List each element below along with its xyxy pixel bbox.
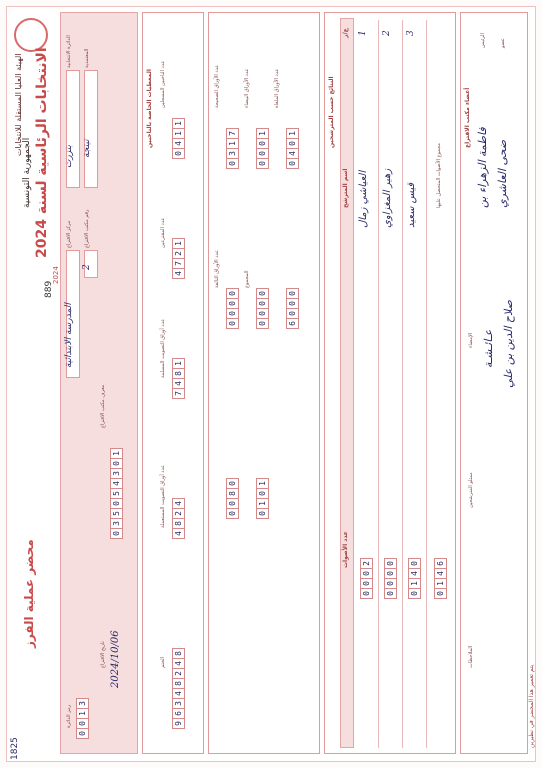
damaged-digits (226, 288, 239, 328)
box-code-digit: 6 (172, 708, 185, 719)
row-code-b-digits (256, 478, 269, 518)
center-code-digit: 0 (110, 458, 123, 469)
role-president: الرئيس (480, 33, 486, 48)
ballots-received-label: عدد أوراق التصويت المسلمة (160, 318, 166, 378)
table-code-digit: 3 (76, 698, 89, 709)
cancelled-digit: 0 (286, 138, 299, 149)
delegation-label: المعتمدية (84, 48, 90, 68)
ballots-received-digit: 4 (172, 378, 185, 389)
ballots-used-digits (172, 498, 185, 538)
registered-digits (172, 118, 185, 158)
date-caption: تاريخ الاقتراع (100, 641, 106, 668)
center-code-digit: 4 (110, 478, 123, 489)
registered-digit: 1 (172, 128, 185, 139)
box-code-digit: 4 (172, 688, 185, 699)
candidate-vote-digit: 0 (360, 588, 373, 599)
extra-digits (286, 288, 299, 328)
damaged-digit: 0 (226, 308, 239, 319)
box-code-digit: 2 (172, 668, 185, 679)
box-code-digit: 9 (172, 718, 185, 729)
table-code-digits (76, 698, 89, 738)
ballots-received-digit: 8 (172, 368, 185, 379)
date-value: 2024/10/06 (110, 630, 121, 688)
member-name-2: ضحى العاشري (496, 139, 509, 208)
blank-label: عدد الأوراق البيضاء (244, 68, 250, 108)
row-code-a-digit: 8 (226, 488, 239, 499)
candidate-vote-digit: 1 (408, 578, 421, 589)
table-code-digit: 0 (76, 718, 89, 729)
row-code-b-digit: 1 (256, 498, 269, 509)
voted-digits (172, 238, 185, 278)
box-code-digit: 8 (172, 648, 185, 659)
center-code-digit: 0 (110, 528, 123, 539)
total-digit: 0 (256, 308, 269, 319)
total-digit: 0 (256, 288, 269, 299)
extra-digit: 0 (286, 288, 299, 299)
cancelled-digits (286, 128, 299, 168)
year-badge: 2024 (52, 266, 60, 284)
valid-digit: 1 (226, 138, 239, 149)
candidate-vote-digit: 0 (360, 568, 373, 579)
office-value: 2 (82, 264, 92, 270)
ballots-used-label: عدد أوراق التصويت المستعملة (160, 464, 166, 528)
row-code-a-digit: 0 (226, 508, 239, 519)
center-label: مركز الاقتراع (66, 220, 72, 248)
valid-digit: 7 (226, 128, 239, 139)
damaged-label: عدد الأوراق التالفة (214, 249, 220, 288)
center-code-digit: 0 (110, 498, 123, 509)
signature-label: الإمضاء (468, 332, 474, 348)
cancelled-digit: 1 (286, 128, 299, 139)
totals-digit: 0 (434, 588, 447, 599)
voted-digit: 2 (172, 248, 185, 259)
cancelled-digit: 4 (286, 148, 299, 159)
member-name-1: فاطمة الزهراء بن (476, 127, 489, 208)
blank-digit: 0 (256, 158, 269, 169)
handwritten-signature-2: صلاح الدين بن علي (502, 300, 515, 388)
page-reference: 1825 (10, 737, 20, 760)
box-code-digit: 4 (172, 658, 185, 669)
total-digit: 0 (256, 298, 269, 309)
damaged-digit: 0 (226, 288, 239, 299)
total-label: المجموع (244, 270, 250, 288)
candidate-name: قيس سعيد (406, 182, 417, 228)
voted-digit: 4 (172, 268, 185, 279)
candidate-number: 2 (382, 30, 392, 36)
center-code-caption: معرف مكتب الاقتراع (100, 384, 106, 428)
row-code-b-digit: 1 (256, 478, 269, 489)
registered-digit: 1 (172, 118, 185, 129)
candidate-vote-digit: 0 (408, 558, 421, 569)
extra-digit: 0 (286, 308, 299, 319)
candidate-row-divider (402, 20, 403, 748)
form-title: محضر عملية الفرز (22, 539, 36, 648)
box-code-digit: 8 (172, 678, 185, 689)
candidate-name: زهير المغزاوي (382, 168, 393, 228)
voted-label: عدد المقترعين (160, 217, 166, 248)
center-code-digits (110, 448, 123, 538)
candidate-votes-digits (384, 558, 397, 598)
center-code-digit: 5 (110, 488, 123, 499)
center-code-digit: 3 (110, 468, 123, 479)
valid-digits (226, 128, 239, 168)
row-code-b-digit: 0 (256, 488, 269, 499)
totals-digit: 1 (434, 578, 447, 589)
row-code-a-digit: 0 (226, 478, 239, 489)
footer-note: يتم تعمير هذا المحضر في نظيرين (528, 664, 535, 748)
handwritten-signature-1: عـائـشـة (482, 329, 495, 368)
center-code-digit: 5 (110, 508, 123, 519)
ballots-received-digits (172, 358, 185, 398)
republic-heading: الجمهورية التونسية (22, 137, 32, 208)
registered-digit: 0 (172, 148, 185, 159)
blank-digit: 0 (256, 138, 269, 149)
candidate-votes-digits (360, 558, 373, 598)
damaged-digit: 0 (226, 298, 239, 309)
extra-digit: 6 (286, 318, 299, 329)
col-votes: عدد الأصوات (342, 531, 349, 568)
results-section (208, 12, 320, 754)
box-code-digit: 3 (172, 698, 185, 709)
col-name: اسم المترشح (342, 168, 349, 208)
voted-digit: 1 (172, 238, 185, 249)
governorate-field (66, 70, 80, 188)
members-section-label: أعضاء مكتب الاقتراع (464, 87, 471, 148)
candidate-name: العياشي زمال (358, 170, 369, 228)
blank-digits (256, 128, 269, 168)
blank-digit: 1 (256, 128, 269, 139)
candidate-vote-digit: 0 (384, 558, 397, 569)
voted-digit: 7 (172, 258, 185, 269)
candidate-vote-digit: 0 (360, 578, 373, 589)
remarks-label: الملاحظات (468, 645, 474, 668)
role-member: عضو (500, 38, 506, 48)
form-number: 889 (44, 280, 54, 298)
totals-digit: 6 (434, 558, 447, 569)
ballots-received-digit: 1 (172, 358, 185, 369)
col-number: ع/ر (342, 28, 349, 38)
row-code-a-digits (226, 478, 239, 518)
candidate-votes-digits (408, 558, 421, 598)
extra-digit: 0 (286, 298, 299, 309)
candidate-vote-digit: 0 (384, 588, 397, 599)
candidate-vote-digit: 0 (384, 568, 397, 579)
total-digits (256, 288, 269, 328)
damaged-digit: 0 (226, 318, 239, 329)
table-code-digit: 0 (76, 728, 89, 739)
registered-label: عدد الناخبين المسجلين (160, 60, 166, 108)
row-code-b-digit: 0 (256, 508, 269, 519)
table-code-digit: 1 (76, 708, 89, 719)
blank-digit: 0 (256, 148, 269, 159)
office-label: رقم مكتب الاقتراع (84, 209, 90, 248)
delegation-field (84, 70, 98, 188)
registered-digit: 4 (172, 138, 185, 149)
center-code-digit: 1 (110, 448, 123, 459)
row-code-a-digit: 0 (226, 498, 239, 509)
candidates-section-label: النتائج حسب المترشحين (328, 76, 335, 148)
ballots-used-digit: 4 (172, 498, 185, 509)
ballots-used-digit: 2 (172, 508, 185, 519)
election-title: الانتخابات الرئاسية لسنة 2024 (34, 47, 50, 258)
ballots-used-digit: 4 (172, 528, 185, 539)
candidate-row-divider (378, 20, 379, 748)
governorate-value: بنزرت (64, 144, 74, 168)
candidate-number: 3 (406, 30, 416, 36)
totals-digits (434, 558, 447, 598)
total-digit: 0 (256, 318, 269, 329)
governorate-label: الدائرة الانتخابية (66, 35, 72, 68)
candidates-header-row (340, 18, 354, 748)
delegation-value: تينجة (82, 139, 92, 158)
totals-label: مجموع الأصوات المتحصل عليها (436, 143, 442, 208)
valid-digit: 0 (226, 158, 239, 169)
cancelled-label: عدد الأوراق الملغاة (274, 68, 280, 108)
voters-section-label: المعطيات الخاصة بالناخبين (146, 69, 153, 148)
cancelled-digit: 0 (286, 158, 299, 169)
sealed-label: الختم (160, 657, 166, 668)
candidate-row-divider (426, 20, 427, 748)
valid-label: عدد الأوراق الصحيحة (214, 64, 220, 108)
candidate-vote-digit: 0 (384, 578, 397, 589)
candidate-number: 1 (358, 30, 368, 36)
candidate-vote-digit: 0 (408, 588, 421, 599)
candidate-vote-digit: 4 (408, 568, 421, 579)
ballots-used-digit: 8 (172, 518, 185, 529)
observers-label: ممثلو المترشحين (468, 472, 474, 508)
totals-digit: 4 (434, 568, 447, 579)
box-code-digits (172, 648, 185, 728)
ballots-received-digit: 7 (172, 388, 185, 399)
isie-name: الهيئة العليا المستقلة للانتخابات (14, 53, 23, 156)
center-code-digit: 3 (110, 518, 123, 529)
table-code-caption: رمز الدائرة (66, 704, 72, 728)
center-value: المدرسة الابتدائية (64, 303, 74, 368)
candidate-vote-digit: 2 (360, 558, 373, 569)
valid-digit: 3 (226, 148, 239, 159)
